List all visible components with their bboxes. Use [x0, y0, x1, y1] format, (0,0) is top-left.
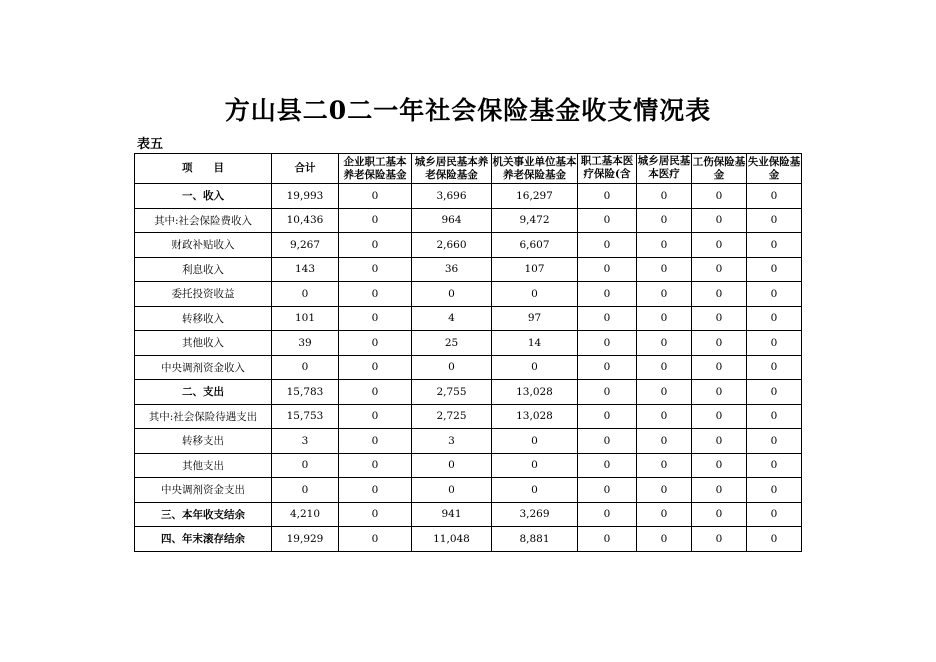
table-cell: 0	[692, 502, 747, 527]
table-cell: 0	[492, 429, 578, 454]
table-cell: 0	[747, 306, 802, 331]
page-title: 方山县二0二一年社会保险基金收支情况表	[224, 96, 712, 125]
header-employee-medical: 职工基本医疗保险(含	[578, 154, 637, 184]
table-cell: 0	[692, 233, 747, 258]
table-cell: 0	[637, 453, 692, 478]
table-cell: 0	[692, 355, 747, 380]
table-cell: 0	[747, 355, 802, 380]
table-cell: 13,028	[492, 404, 578, 429]
table-cell: 0	[492, 355, 578, 380]
table-row	[135, 282, 802, 307]
table-cell: 0	[692, 282, 747, 307]
row-label: 转移收入	[135, 306, 272, 331]
table-cell: 0	[272, 453, 339, 478]
table-cell: 19,993	[272, 184, 339, 209]
table-cell: 15,753	[272, 404, 339, 429]
table-cell: 143	[272, 257, 339, 282]
table-cell: 0	[692, 404, 747, 429]
table-cell: 101	[272, 306, 339, 331]
table-cell: 0	[578, 257, 637, 282]
table-cell: 0	[492, 478, 578, 503]
table-cell: 107	[492, 257, 578, 282]
table-cell: 0	[637, 478, 692, 503]
table-cell: 0	[692, 257, 747, 282]
table-cell: 964	[412, 208, 492, 233]
table-row	[135, 184, 802, 209]
table-cell: 0	[637, 502, 692, 527]
table-cell: 0	[339, 380, 412, 405]
table-cell: 0	[637, 331, 692, 356]
row-label: 其中:社会保险待遇支出	[135, 404, 272, 429]
table-cell: 0	[272, 282, 339, 307]
table-row	[135, 257, 802, 282]
table-cell: 0	[339, 429, 412, 454]
table-cell: 16,297	[492, 184, 578, 209]
row-label: 一、收入	[135, 184, 272, 209]
table-cell: 0	[339, 233, 412, 258]
table-row	[135, 502, 802, 527]
table-number: 表五	[137, 137, 164, 152]
header-enterprise-pension: 企业职工基本养老保险基金	[339, 154, 412, 184]
header-item: 项 目	[135, 154, 272, 184]
table-cell: 15,783	[272, 380, 339, 405]
table-cell: 0	[692, 208, 747, 233]
table-row	[135, 429, 802, 454]
table-row	[135, 453, 802, 478]
fund-table	[134, 153, 802, 552]
table-cell: 0	[692, 478, 747, 503]
table-cell: 0	[747, 208, 802, 233]
table-cell: 0	[339, 478, 412, 503]
table-cell: 0	[578, 233, 637, 258]
table-cell: 0	[692, 527, 747, 552]
table-cell: 0	[637, 527, 692, 552]
table-cell: 0	[747, 380, 802, 405]
table-cell: 0	[578, 527, 637, 552]
table-cell: 0	[637, 233, 692, 258]
table-cell: 0	[578, 478, 637, 503]
row-label: 中央调剂资金收入	[135, 355, 272, 380]
table-cell: 0	[339, 404, 412, 429]
table-cell: 0	[747, 404, 802, 429]
table-cell: 0	[692, 380, 747, 405]
table-cell: 3	[272, 429, 339, 454]
table-cell: 0	[492, 453, 578, 478]
header-resident-pension: 城乡居民基本养老保险基金	[412, 154, 492, 184]
row-label: 其中:社会保险费收入	[135, 208, 272, 233]
table-cell: 14	[492, 331, 578, 356]
header-work-injury: 工伤保险基金	[692, 154, 747, 184]
table-cell: 0	[339, 355, 412, 380]
table-cell: 0	[339, 184, 412, 209]
table-row	[135, 404, 802, 429]
table-cell: 0	[747, 184, 802, 209]
table-cell: 97	[492, 306, 578, 331]
table-cell: 0	[692, 453, 747, 478]
table-cell: 0	[747, 502, 802, 527]
header-resident-medical: 城乡居民基本医疗	[637, 154, 692, 184]
table-cell: 0	[637, 257, 692, 282]
table-cell: 13,028	[492, 380, 578, 405]
table-cell: 0	[747, 429, 802, 454]
header-row	[135, 154, 802, 184]
table-cell: 0	[578, 502, 637, 527]
table-cell: 0	[578, 453, 637, 478]
table-row	[135, 306, 802, 331]
table-cell: 0	[637, 208, 692, 233]
table-cell: 10,436	[272, 208, 339, 233]
table-cell: 0	[272, 355, 339, 380]
table-cell: 0	[578, 282, 637, 307]
table-cell: 39	[272, 331, 339, 356]
table-cell: 0	[412, 453, 492, 478]
table-cell: 25	[412, 331, 492, 356]
table-cell: 0	[412, 355, 492, 380]
row-label: 转移支出	[135, 429, 272, 454]
table-cell: 3,696	[412, 184, 492, 209]
table-row	[135, 355, 802, 380]
table-cell: 0	[578, 306, 637, 331]
row-label: 三、本年收支结余	[135, 502, 272, 527]
table-cell: 0	[747, 257, 802, 282]
table-row	[135, 233, 802, 258]
table-cell: 0	[578, 331, 637, 356]
table-cell: 3,269	[492, 502, 578, 527]
row-label: 其他支出	[135, 453, 272, 478]
table-cell: 0	[637, 282, 692, 307]
table-cell: 0	[747, 331, 802, 356]
header-institution-pension: 机关事业单位基本养老保险基金	[492, 154, 578, 184]
row-label: 二、支出	[135, 380, 272, 405]
table-cell: 0	[272, 478, 339, 503]
table-cell: 0	[692, 331, 747, 356]
table-row	[135, 478, 802, 503]
table-cell: 9,472	[492, 208, 578, 233]
table-cell: 2,725	[412, 404, 492, 429]
row-label: 四、年末滚存结余	[135, 527, 272, 552]
table-cell: 0	[339, 502, 412, 527]
table-cell: 0	[637, 306, 692, 331]
table-cell: 4	[412, 306, 492, 331]
table-cell: 0	[339, 453, 412, 478]
table-cell: 0	[578, 429, 637, 454]
table-cell: 0	[578, 184, 637, 209]
table-cell: 19,929	[272, 527, 339, 552]
table-cell: 0	[637, 404, 692, 429]
table-cell: 9,267	[272, 233, 339, 258]
table-cell: 8,881	[492, 527, 578, 552]
header-unemployment: 失业保险基金	[747, 154, 802, 184]
table-cell: 0	[578, 404, 637, 429]
table-cell: 0	[339, 257, 412, 282]
table-cell: 0	[637, 380, 692, 405]
table-cell: 0	[339, 306, 412, 331]
table-row	[135, 208, 802, 233]
table-cell: 2,755	[412, 380, 492, 405]
table-cell: 0	[637, 355, 692, 380]
table-row	[135, 331, 802, 356]
table-cell: 0	[637, 184, 692, 209]
table-cell: 0	[578, 355, 637, 380]
table-cell: 2,660	[412, 233, 492, 258]
table-cell: 0	[578, 380, 637, 405]
table-cell: 0	[692, 306, 747, 331]
table-cell: 941	[412, 502, 492, 527]
table-cell: 0	[747, 233, 802, 258]
table-cell: 0	[747, 453, 802, 478]
table-cell: 4,210	[272, 502, 339, 527]
table-cell: 0	[747, 478, 802, 503]
table-cell: 0	[339, 331, 412, 356]
row-label: 利息收入	[135, 257, 272, 282]
table-cell: 0	[747, 527, 802, 552]
table-cell: 0	[692, 429, 747, 454]
row-label: 财政补贴收入	[135, 233, 272, 258]
table-row	[135, 380, 802, 405]
table-cell: 0	[692, 184, 747, 209]
table-cell: 11,048	[412, 527, 492, 552]
table-cell: 0	[339, 208, 412, 233]
table-row	[135, 527, 802, 552]
table-cell: 6,607	[492, 233, 578, 258]
table-cell: 0	[339, 282, 412, 307]
table-cell: 0	[747, 282, 802, 307]
table-cell: 3	[412, 429, 492, 454]
table-cell: 0	[578, 208, 637, 233]
table-cell: 0	[412, 478, 492, 503]
table-cell: 0	[339, 527, 412, 552]
row-label: 委托投资收益	[135, 282, 272, 307]
table-cell: 36	[412, 257, 492, 282]
row-label: 其他收入	[135, 331, 272, 356]
row-label: 中央调剂资金支出	[135, 478, 272, 503]
table-cell: 0	[492, 282, 578, 307]
header-total: 合计	[272, 154, 339, 184]
table-cell: 0	[412, 282, 492, 307]
table-cell: 0	[637, 429, 692, 454]
